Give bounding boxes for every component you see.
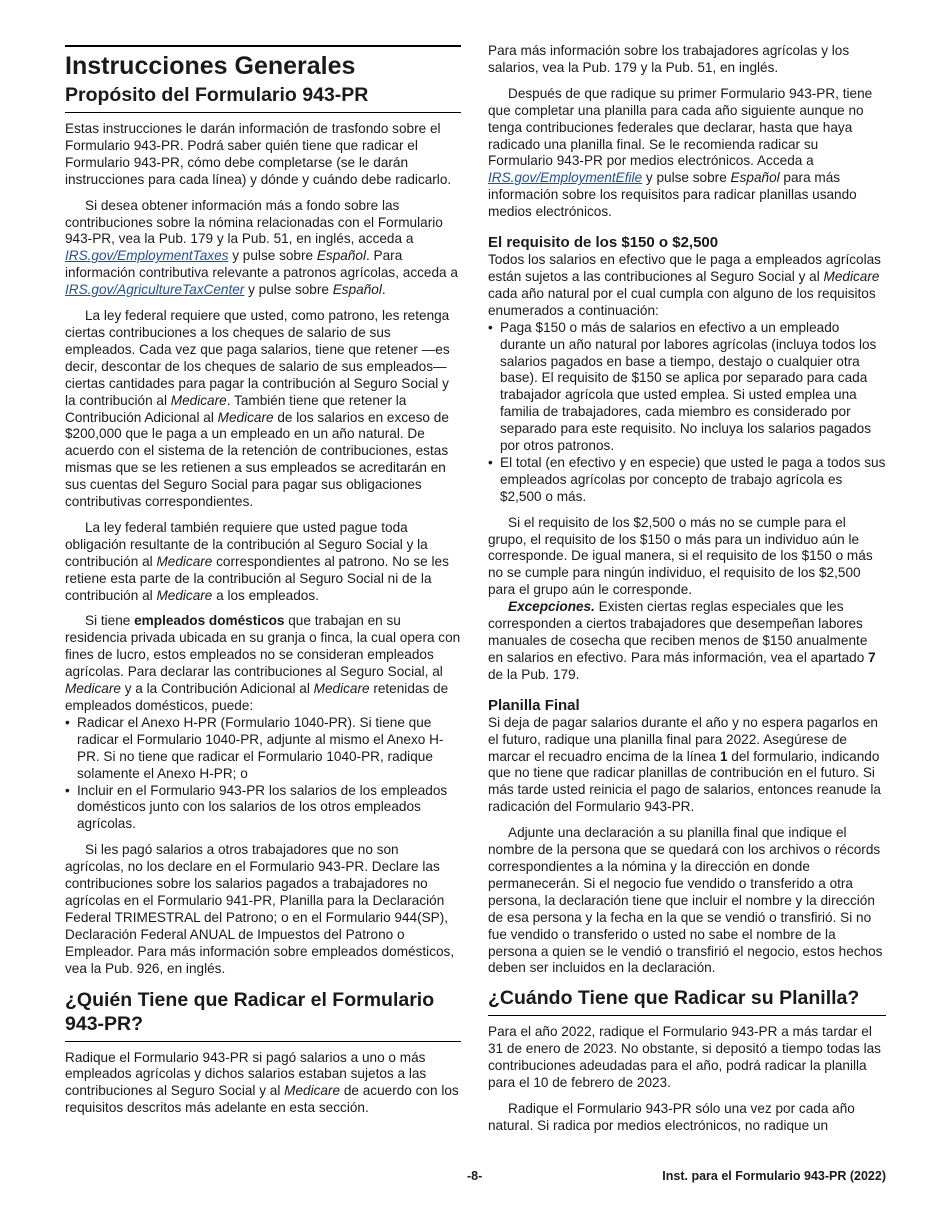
section-rule bbox=[65, 112, 461, 113]
heading-planilla-final: Planilla Final bbox=[488, 696, 580, 714]
paragraph: Radique el Formulario 943-PR sólo una vez por cada año natural. Si radica por medios electrónicos, no radique un bbox=[488, 1100, 855, 1133]
list-item: • El total (en efectivo y en especie) que usted le paga a todos sus empleados agrícolas por concepto de trabajo agrícola es $2,500 o más. bbox=[488, 455, 886, 506]
paragraph: Si tiene empleados domésticos que trabajan en su residencia privada ubicada en su granja o finca, la cual opera con fines de lucro, estos empleados no se consideran empleados agrícolas. Para declarar las contribuciones al Seguro Social, al Medicare y a la Contribución Adicional al Medicare retenidas de empleados domésticos, puede: bbox=[65, 613, 461, 713]
page-number: -8- bbox=[467, 1169, 483, 1183]
footer-form-title: Inst. para el Formulario 943-PR (2022) bbox=[662, 1169, 886, 1183]
section-rule bbox=[488, 1015, 886, 1016]
page-title: Instrucciones Generales bbox=[65, 52, 356, 80]
link-agriculture-tax-center[interactable]: IRS.gov/AgricultureTaxCenter bbox=[65, 282, 245, 298]
heading-requisito: El requisito de los $150 o $2,500 bbox=[488, 234, 719, 252]
list-item: • Paga $150 o más de salarios en efectivo a un empleado durante un año natural por labores agrícolas (incluya todos los salarios pagados en base a tiempo, destajo o cualquier otra base). El requisito de $150 se aplica por separado para cada trabajador agrícola que usted emplea. Si usted emplea una familia de trabajadores, cada miembro es considerado por separado para este requisito. No incluya los salarios pagados por otros patronos. bbox=[488, 320, 886, 455]
paragraph: Adjunte una declaración a su planilla final que indique el nombre de la persona que se quedará con los archivos o récords correspondientes a la nómina y la dirección en donde permanecerán. Si el negocio fue vendido o transferido a otra persona, la declaración tiene que incluir el nombre y la dirección de esa persona y la fecha en la que se vendió o transfirió. Si no fue vendido o transferido o usted no sabe el nombre de la persona a quien se le vendió o transfirió el negocio, estos hechos deben ser incluidos en la declaración. bbox=[488, 825, 883, 976]
paragraph: Para el año 2022, radique el Formulario 943-PR a más tardar el 31 de enero de 2023. No obstante, si depositó a tiempo todas las contribuciones adeudadas para el año, podrá radicar la planilla para el 10 de febrero de 2023. bbox=[488, 1024, 881, 1091]
section-rule bbox=[65, 1041, 461, 1042]
paragraph: La ley federal también requiere que usted pague toda obligación resultante de la contribución al Seguro Social y la contribución al Medicare correspondientes al patrono. No se les retiene esta parte de la contribución al Seguro Social ni de la contribución al Medicare a los empleados. bbox=[65, 519, 449, 603]
right-column bbox=[488, 0, 886, 1135]
paragraph: La ley federal requiere que usted, como patrono, les retenga ciertas contribuciones a los cheques de salario de sus empleados. Cada vez que paga salarios, tiene que retener —es decir, descontar de los cheques de salario de sus empleados— ciertas cantidades para pagar la contribución al Seguro Social y la contribución al Medicare. También tiene que retener la Contribución Adicional al Medicare de los salarios en exceso de $200,000 que le paga a un empleado en un año natural. De acuerdo con el sistema de la retención de contribuciones, estas mismas que se les retienen a sus empleados se acreditarán en sus cuentas del Seguro Social para pagar sus obligaciones contributivas correspondientes. bbox=[65, 308, 450, 510]
paragraph: Si deja de pagar salarios durante el año y no espera pagarlos en el futuro, radique una planilla final para 2022. Asegúrese de marcar el recuadro encima de la línea 1 del formulario, indicando que no tiene que radicar planillas de contribución en el futuro. Si más tarde usted reinicia el pago de salarios, entonces reanude la radicación del Formulario 943-PR. bbox=[488, 714, 881, 815]
heading-proposito: Propósito del Formulario 943-PR bbox=[65, 84, 369, 106]
paragraph: Excepciones. Existen ciertas reglas especiales que les corresponden a ciertos trabajadores que desempeñan labores manuales de cosecha que reciben menos de $150 anualmente en salarios en efectivo. Para más información, vea el apartado 7 de la Pub. 179. bbox=[488, 599, 876, 682]
paragraph: Si el requisito de los $2,500 o más no se cumple para el grupo, el requisito de los $150 o más para un individuo aún le corresponde. De igual manera, si el requisito de los $150 o más no se cumple para ningún individuo, el requisito de los $2,500 para el grupo aún le corresponde. bbox=[488, 514, 873, 598]
paragraph: Si les pagó salarios a otros trabajadores que no son agrícolas, no los declare en el Formulario 943-PR. Declare las contribuciones sobre los salarios pagados a trabajadores no agrícolas en el Formulario 941-PR, Planilla para la Declaración Federal TRIMESTRAL del Patrono; o en el Formulario 944(SP), Declaración Federal ANUAL de Impuestos del Patrono o Empleador. Para más información sobre empleados domésticos, vea la Pub. 926, en inglés. bbox=[65, 842, 455, 976]
heading-quien: ¿Quién Tiene que Radicar el Formulario 943-PR? bbox=[65, 988, 435, 1035]
paragraph: Para más información sobre los trabajadores agrícolas y los salarios, vea la Pub. 179 y la Pub. 51, en inglés. bbox=[488, 43, 850, 75]
heading-cuando: ¿Cuándo Tiene que Radicar su Planilla? bbox=[488, 987, 860, 1010]
paragraph: Después de que radique su primer Formulario 943-PR, tiene que completar una planilla para cada año siguiente aunque no tenga contribuciones federales que declarar, hasta que haya radicado una planilla final. Se le recomienda radicar su Formulario 943-PR por medios electrónicos. Acceda a IRS.gov/EmploymentEfile y pulse sobre Español para más información sobre los requisitos para radicar planillas usando medios electrónicos. bbox=[488, 85, 873, 220]
paragraph: Todos los salarios en efectivo que le paga a empleados agrícolas están sujetos a las contribuciones al Seguro Social y al Medicare cada año natural por el cual cumpla con alguno de los requisitos enumerados a continuación: bbox=[488, 252, 881, 318]
paragraph: Radique el Formulario 943-PR si pagó salarios a uno o más empleados agrícolas y dichos salarios estaban sujetos a las contribuciones al Seguro Social y al Medicare de acuerdo con los requisitos descritos más adelante en esta sección. bbox=[65, 1049, 459, 1116]
left-column bbox=[65, 0, 461, 1117]
top-rule bbox=[65, 45, 461, 47]
list-item: • Incluir en el Formulario 943-PR los salarios de los empleados domésticos junto con los salarios de los otros empleados agrícolas. bbox=[65, 783, 461, 834]
list-item: • Radicar el Anexo H-PR (Formulario 1040-PR). Si tiene que radicar el Formulario 1040-PR, adjunte al mismo el Anexo H-PR. Si no tiene que radicar el Formulario 1040-PR, radique solamente el Anexo H-PR; o bbox=[65, 715, 461, 783]
link-employment-efile[interactable]: IRS.gov/EmploymentEfile bbox=[488, 170, 643, 186]
link-employment-taxes[interactable]: IRS.gov/EmploymentTaxes bbox=[65, 248, 229, 264]
paragraph: Si desea obtener información más a fondo sobre las contribuciones sobre la nómina relacionadas con el Formulario 943-PR, vea la Pub. 179 y la Pub. 51, en inglés, acceda a IRS.gov/EmploymentTaxes y pulse sobre Español. Para información contributiva relevante a patronos agrícolas, acceda a IRS.gov/AgricultureTaxCenter y pulse sobre Español. bbox=[65, 197, 458, 298]
paragraph: Estas instrucciones le darán información de trasfondo sobre el Formulario 943-PR. Podrá saber quién tiene que radicar el Formulario 943-PR, cómo debe completarse (se le darán instrucciones para cada línea) y dónde y cuándo debe radicarlo. bbox=[65, 121, 452, 187]
